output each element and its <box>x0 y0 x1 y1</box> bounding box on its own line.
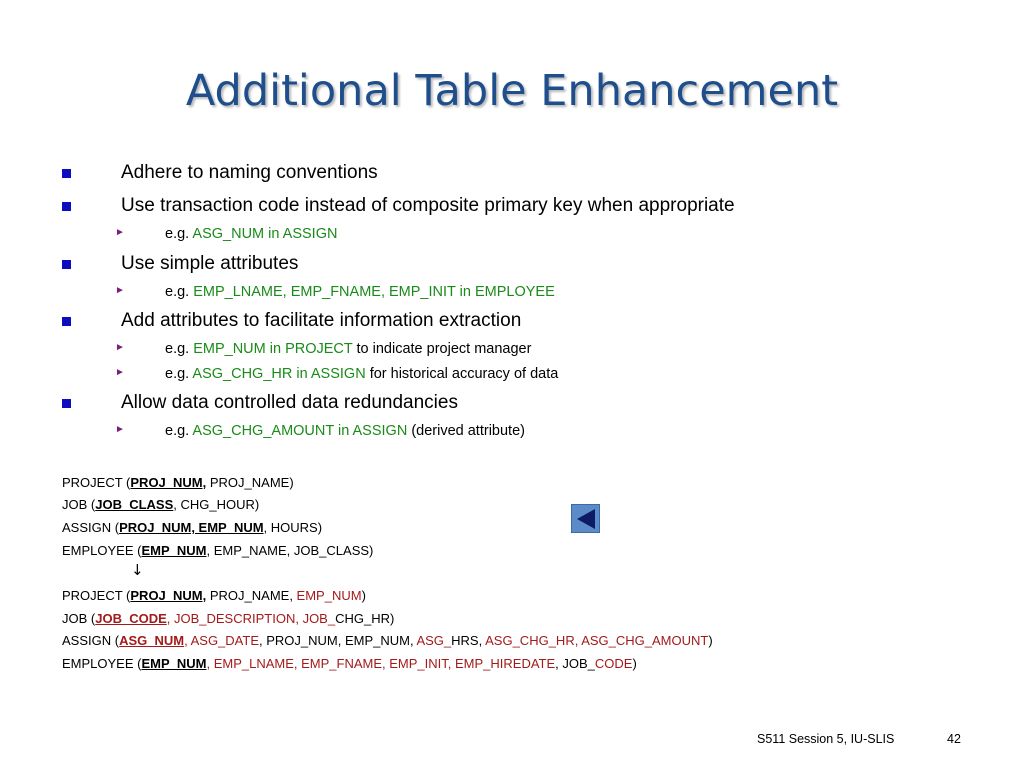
schema-line-assign <box>62 520 322 535</box>
attributes: PROJ_NAME) <box>206 475 294 490</box>
primary-key: PROJ_NUM, EMP_NUM <box>119 520 264 535</box>
bullet-text: Use simple attributes <box>121 253 299 274</box>
schema-line-project-revised <box>62 588 366 603</box>
triangle-bullet-icon: ► <box>115 285 125 296</box>
slide-title: Additional Table Enhancement <box>185 66 839 116</box>
bullet-item <box>121 310 521 332</box>
square-bullet-icon <box>62 169 71 178</box>
attributes: ) <box>361 588 366 603</box>
sub-bullet-suffix: to indicate project manager <box>352 341 532 357</box>
sub-bullet-highlight: EMP_NUM in PROJECT <box>193 341 353 357</box>
attributes: , EMP_NAME, JOB_CLASS) <box>206 543 374 558</box>
primary-key: PROJ_NUM, <box>130 588 207 603</box>
bullet-text: Adhere to naming conventions <box>121 162 378 183</box>
bullet-item <box>121 195 735 217</box>
attributes: ) <box>632 656 637 671</box>
triangle-bullet-icon: ► <box>115 367 125 378</box>
primary-key: ASG_NUM <box>119 633 185 648</box>
new-attribute: ASG_CHG_HR, ASG_CHG_AMOUNT <box>485 633 709 648</box>
new-attribute: EMP_NUM <box>296 588 362 603</box>
primary-key: JOB_CODE <box>95 611 167 626</box>
attributes: CHG_HR) <box>335 611 395 626</box>
bullet-text: Use transaction code instead of composite primary key when appropriate <box>121 195 735 216</box>
sub-bullet-prefix: e.g. <box>165 341 194 357</box>
table-name: EMPLOYEE ( <box>62 543 142 558</box>
triangle-bullet-icon: ► <box>115 227 125 238</box>
schema-line-project <box>62 475 294 490</box>
schema-line-employee <box>62 543 373 558</box>
table-name: JOB ( <box>62 611 96 626</box>
footer-course: S511 Session 5, IU-SLIS <box>757 732 895 746</box>
sub-bullet-prefix: e.g. <box>165 226 193 242</box>
attributes: , JOB_ <box>555 656 595 671</box>
sub-bullet-prefix: e.g. <box>165 423 193 439</box>
new-attribute: , EMP_LNAME, EMP_FNAME, EMP_INIT, EMP_HIREDATE <box>206 656 556 671</box>
table-name: JOB ( <box>62 497 96 512</box>
table-name: ASSIGN ( <box>62 633 120 648</box>
sub-bullet-suffix: for historical accuracy of data <box>365 366 559 382</box>
attributes: PROJ_NAME, <box>206 588 297 603</box>
bullet-item <box>121 162 378 184</box>
triangle-bullet-icon: ► <box>115 424 125 435</box>
square-bullet-icon <box>62 202 71 211</box>
schema-line-job <box>62 497 259 512</box>
sub-bullet-suffix: (derived attribute) <box>407 423 525 439</box>
table-name: PROJECT ( <box>62 588 131 603</box>
attributes: ) <box>708 633 713 648</box>
sub-bullet-prefix: e.g. <box>165 366 193 382</box>
square-bullet-icon <box>62 317 71 326</box>
sub-bullet-highlight: ASG_CHG_HR in ASSIGN <box>192 366 366 382</box>
attributes: HRS, <box>451 633 486 648</box>
bullet-text: Add attributes to facilitate information extraction <box>121 310 522 331</box>
new-attribute: ASG_ <box>416 633 452 648</box>
bullet-text: Allow data controlled data redundancies <box>121 392 458 413</box>
new-attribute: CODE <box>594 656 633 671</box>
page-number: 42 <box>947 732 961 746</box>
table-name: EMPLOYEE ( <box>62 656 142 671</box>
primary-key: EMP_NUM <box>141 543 207 558</box>
new-attribute: , ASG_DATE <box>184 633 259 648</box>
down-arrow-icon: ↓ <box>131 561 144 579</box>
sub-bullet-highlight: ASG_NUM in ASSIGN <box>192 226 338 242</box>
table-name: ASSIGN ( <box>62 520 120 535</box>
sub-bullet-prefix: e.g. <box>165 284 194 300</box>
sub-bullet-item <box>115 423 525 439</box>
square-bullet-icon <box>62 399 71 408</box>
new-attribute: , JOB_DESCRIPTION, JOB_ <box>166 611 336 626</box>
primary-key: PROJ_NUM, <box>130 475 207 490</box>
square-bullet-icon <box>62 260 71 269</box>
schema-line-assign-revised <box>62 633 713 648</box>
attributes: , CHG_HOUR) <box>173 497 260 512</box>
bullet-item <box>121 253 298 275</box>
sub-bullet-item <box>115 366 559 382</box>
sub-bullet-item <box>115 284 555 300</box>
triangle-bullet-icon: ► <box>115 342 125 353</box>
table-name: PROJECT ( <box>62 475 131 490</box>
sub-bullet-highlight: EMP_LNAME, EMP_FNAME, EMP_INIT in EMPLOYEE <box>193 284 555 300</box>
attributes: , PROJ_NUM, EMP_NUM, <box>259 633 417 648</box>
primary-key: EMP_NUM <box>141 656 207 671</box>
schema-line-job-revised <box>62 611 394 626</box>
primary-key: JOB_CLASS <box>95 497 174 512</box>
triangle-left-icon <box>577 509 595 529</box>
back-button[interactable] <box>571 504 600 533</box>
bullet-item <box>121 392 458 414</box>
sub-bullet-highlight: ASG_CHG_AMOUNT in ASSIGN <box>192 423 408 439</box>
attributes: , HOURS) <box>263 520 323 535</box>
sub-bullet-item <box>115 226 338 242</box>
schema-line-employee-revised <box>62 656 637 671</box>
sub-bullet-item <box>115 341 532 357</box>
